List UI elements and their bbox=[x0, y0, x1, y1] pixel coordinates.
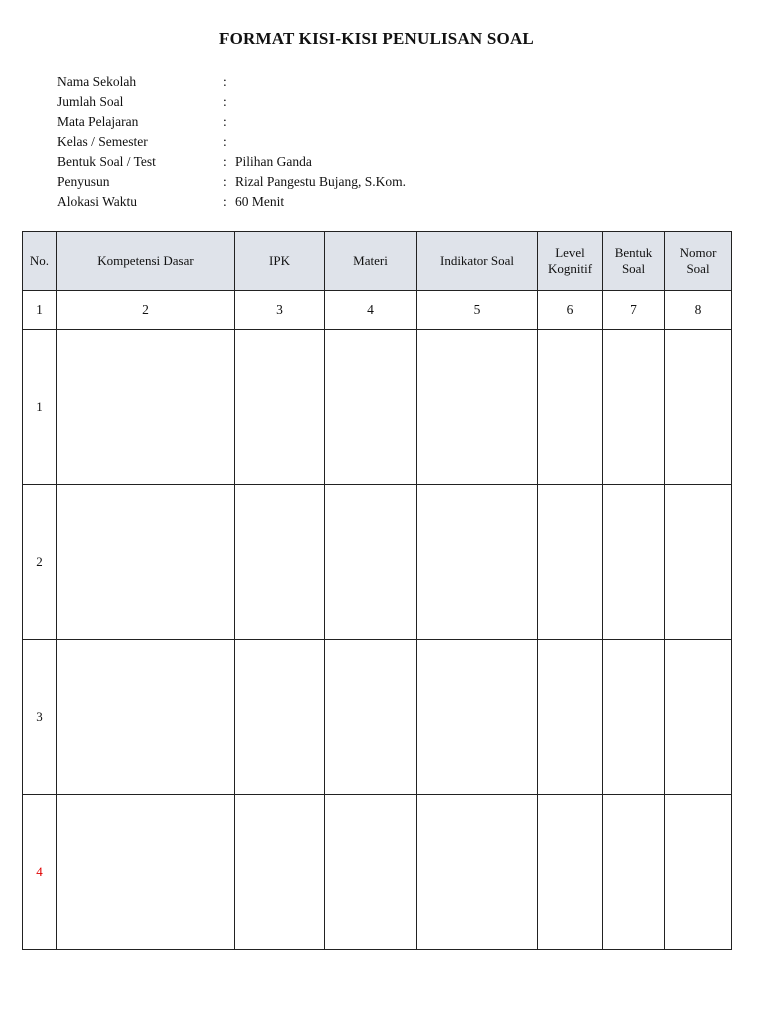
cell-materi[interactable] bbox=[325, 640, 417, 795]
header-cell-level-kognitif: Level Kognitif bbox=[538, 232, 603, 291]
column-number-cell: 7 bbox=[603, 291, 665, 330]
column-number-cell: 1 bbox=[23, 291, 57, 330]
cell-ipk[interactable] bbox=[235, 330, 325, 485]
cell-ipk[interactable] bbox=[235, 485, 325, 640]
header-cell-nomor-soal: Nomor Soal bbox=[665, 232, 732, 291]
row-number: 3 bbox=[23, 640, 57, 795]
cell-bentuk-soal[interactable] bbox=[603, 795, 665, 950]
row-number: 2 bbox=[23, 485, 57, 640]
column-number-row bbox=[23, 291, 732, 330]
info-label: Jumlah Soal bbox=[57, 94, 124, 109]
table-header-row bbox=[23, 232, 732, 291]
header-cell-materi: Materi bbox=[325, 232, 417, 291]
info-colon: : bbox=[223, 94, 227, 109]
info-value: Pilihan Ganda bbox=[235, 154, 312, 169]
cell-bentuk-soal[interactable] bbox=[603, 485, 665, 640]
row-number: 4 bbox=[23, 795, 57, 950]
info-colon: : bbox=[223, 154, 227, 169]
table-row bbox=[23, 640, 732, 795]
info-colon: : bbox=[223, 74, 227, 89]
header-cell-indikator-soal: Indikator Soal bbox=[417, 232, 538, 291]
cell-ipk[interactable] bbox=[235, 795, 325, 950]
cell-indikator-soal[interactable] bbox=[417, 640, 538, 795]
cell-kompetensi-dasar[interactable] bbox=[57, 485, 235, 640]
cell-bentuk-soal[interactable] bbox=[603, 640, 665, 795]
column-number-cell: 3 bbox=[235, 291, 325, 330]
column-number-cell: 8 bbox=[665, 291, 732, 330]
cell-indikator-soal[interactable] bbox=[417, 330, 538, 485]
info-label: Mata Pelajaran bbox=[57, 114, 139, 129]
table-row bbox=[23, 795, 732, 950]
cell-materi[interactable] bbox=[325, 795, 417, 950]
header-cell-kompetensi-dasar: Kompetensi Dasar bbox=[57, 232, 235, 291]
cell-ipk[interactable] bbox=[235, 640, 325, 795]
cell-indikator-soal[interactable] bbox=[417, 485, 538, 640]
cell-level-kognitif[interactable] bbox=[538, 640, 603, 795]
kisi-kisi-table bbox=[22, 231, 732, 950]
column-number-cell: 6 bbox=[538, 291, 603, 330]
cell-kompetensi-dasar[interactable] bbox=[57, 795, 235, 950]
cell-nomor-soal[interactable] bbox=[665, 485, 732, 640]
table-row bbox=[23, 485, 732, 640]
cell-bentuk-soal[interactable] bbox=[603, 330, 665, 485]
info-label: Bentuk Soal / Test bbox=[57, 154, 156, 169]
info-label: Kelas / Semester bbox=[57, 134, 148, 149]
info-value: 60 Menit bbox=[235, 194, 285, 209]
cell-level-kognitif[interactable] bbox=[538, 330, 603, 485]
header-cell-no: No. bbox=[23, 232, 57, 291]
info-colon: : bbox=[223, 114, 227, 129]
column-number-cell: 4 bbox=[325, 291, 417, 330]
column-number-cell: 5 bbox=[417, 291, 538, 330]
info-value: Rizal Pangestu Bujang, S.Kom. bbox=[235, 174, 406, 189]
info-colon: : bbox=[223, 194, 227, 209]
row-number: 1 bbox=[23, 330, 57, 485]
cell-nomor-soal[interactable] bbox=[665, 795, 732, 950]
cell-materi[interactable] bbox=[325, 330, 417, 485]
cell-kompetensi-dasar[interactable] bbox=[57, 640, 235, 795]
cell-kompetensi-dasar[interactable] bbox=[57, 330, 235, 485]
column-number-cell: 2 bbox=[57, 291, 235, 330]
header-cell-ipk: IPK bbox=[235, 232, 325, 291]
page-title: FORMAT KISI-KISI PENULISAN SOAL bbox=[219, 29, 534, 48]
info-colon: : bbox=[223, 174, 227, 189]
info-label: Alokasi Waktu bbox=[57, 194, 138, 209]
cell-nomor-soal[interactable] bbox=[665, 640, 732, 795]
cell-level-kognitif[interactable] bbox=[538, 795, 603, 950]
info-label: Nama Sekolah bbox=[57, 74, 137, 89]
cell-indikator-soal[interactable] bbox=[417, 795, 538, 950]
info-colon: : bbox=[223, 134, 227, 149]
table-row bbox=[23, 330, 732, 485]
cell-level-kognitif[interactable] bbox=[538, 485, 603, 640]
cell-nomor-soal[interactable] bbox=[665, 330, 732, 485]
header-cell-bentuk-soal: Bentuk Soal bbox=[603, 232, 665, 291]
info-label: Penyusun bbox=[57, 174, 110, 189]
cell-materi[interactable] bbox=[325, 485, 417, 640]
